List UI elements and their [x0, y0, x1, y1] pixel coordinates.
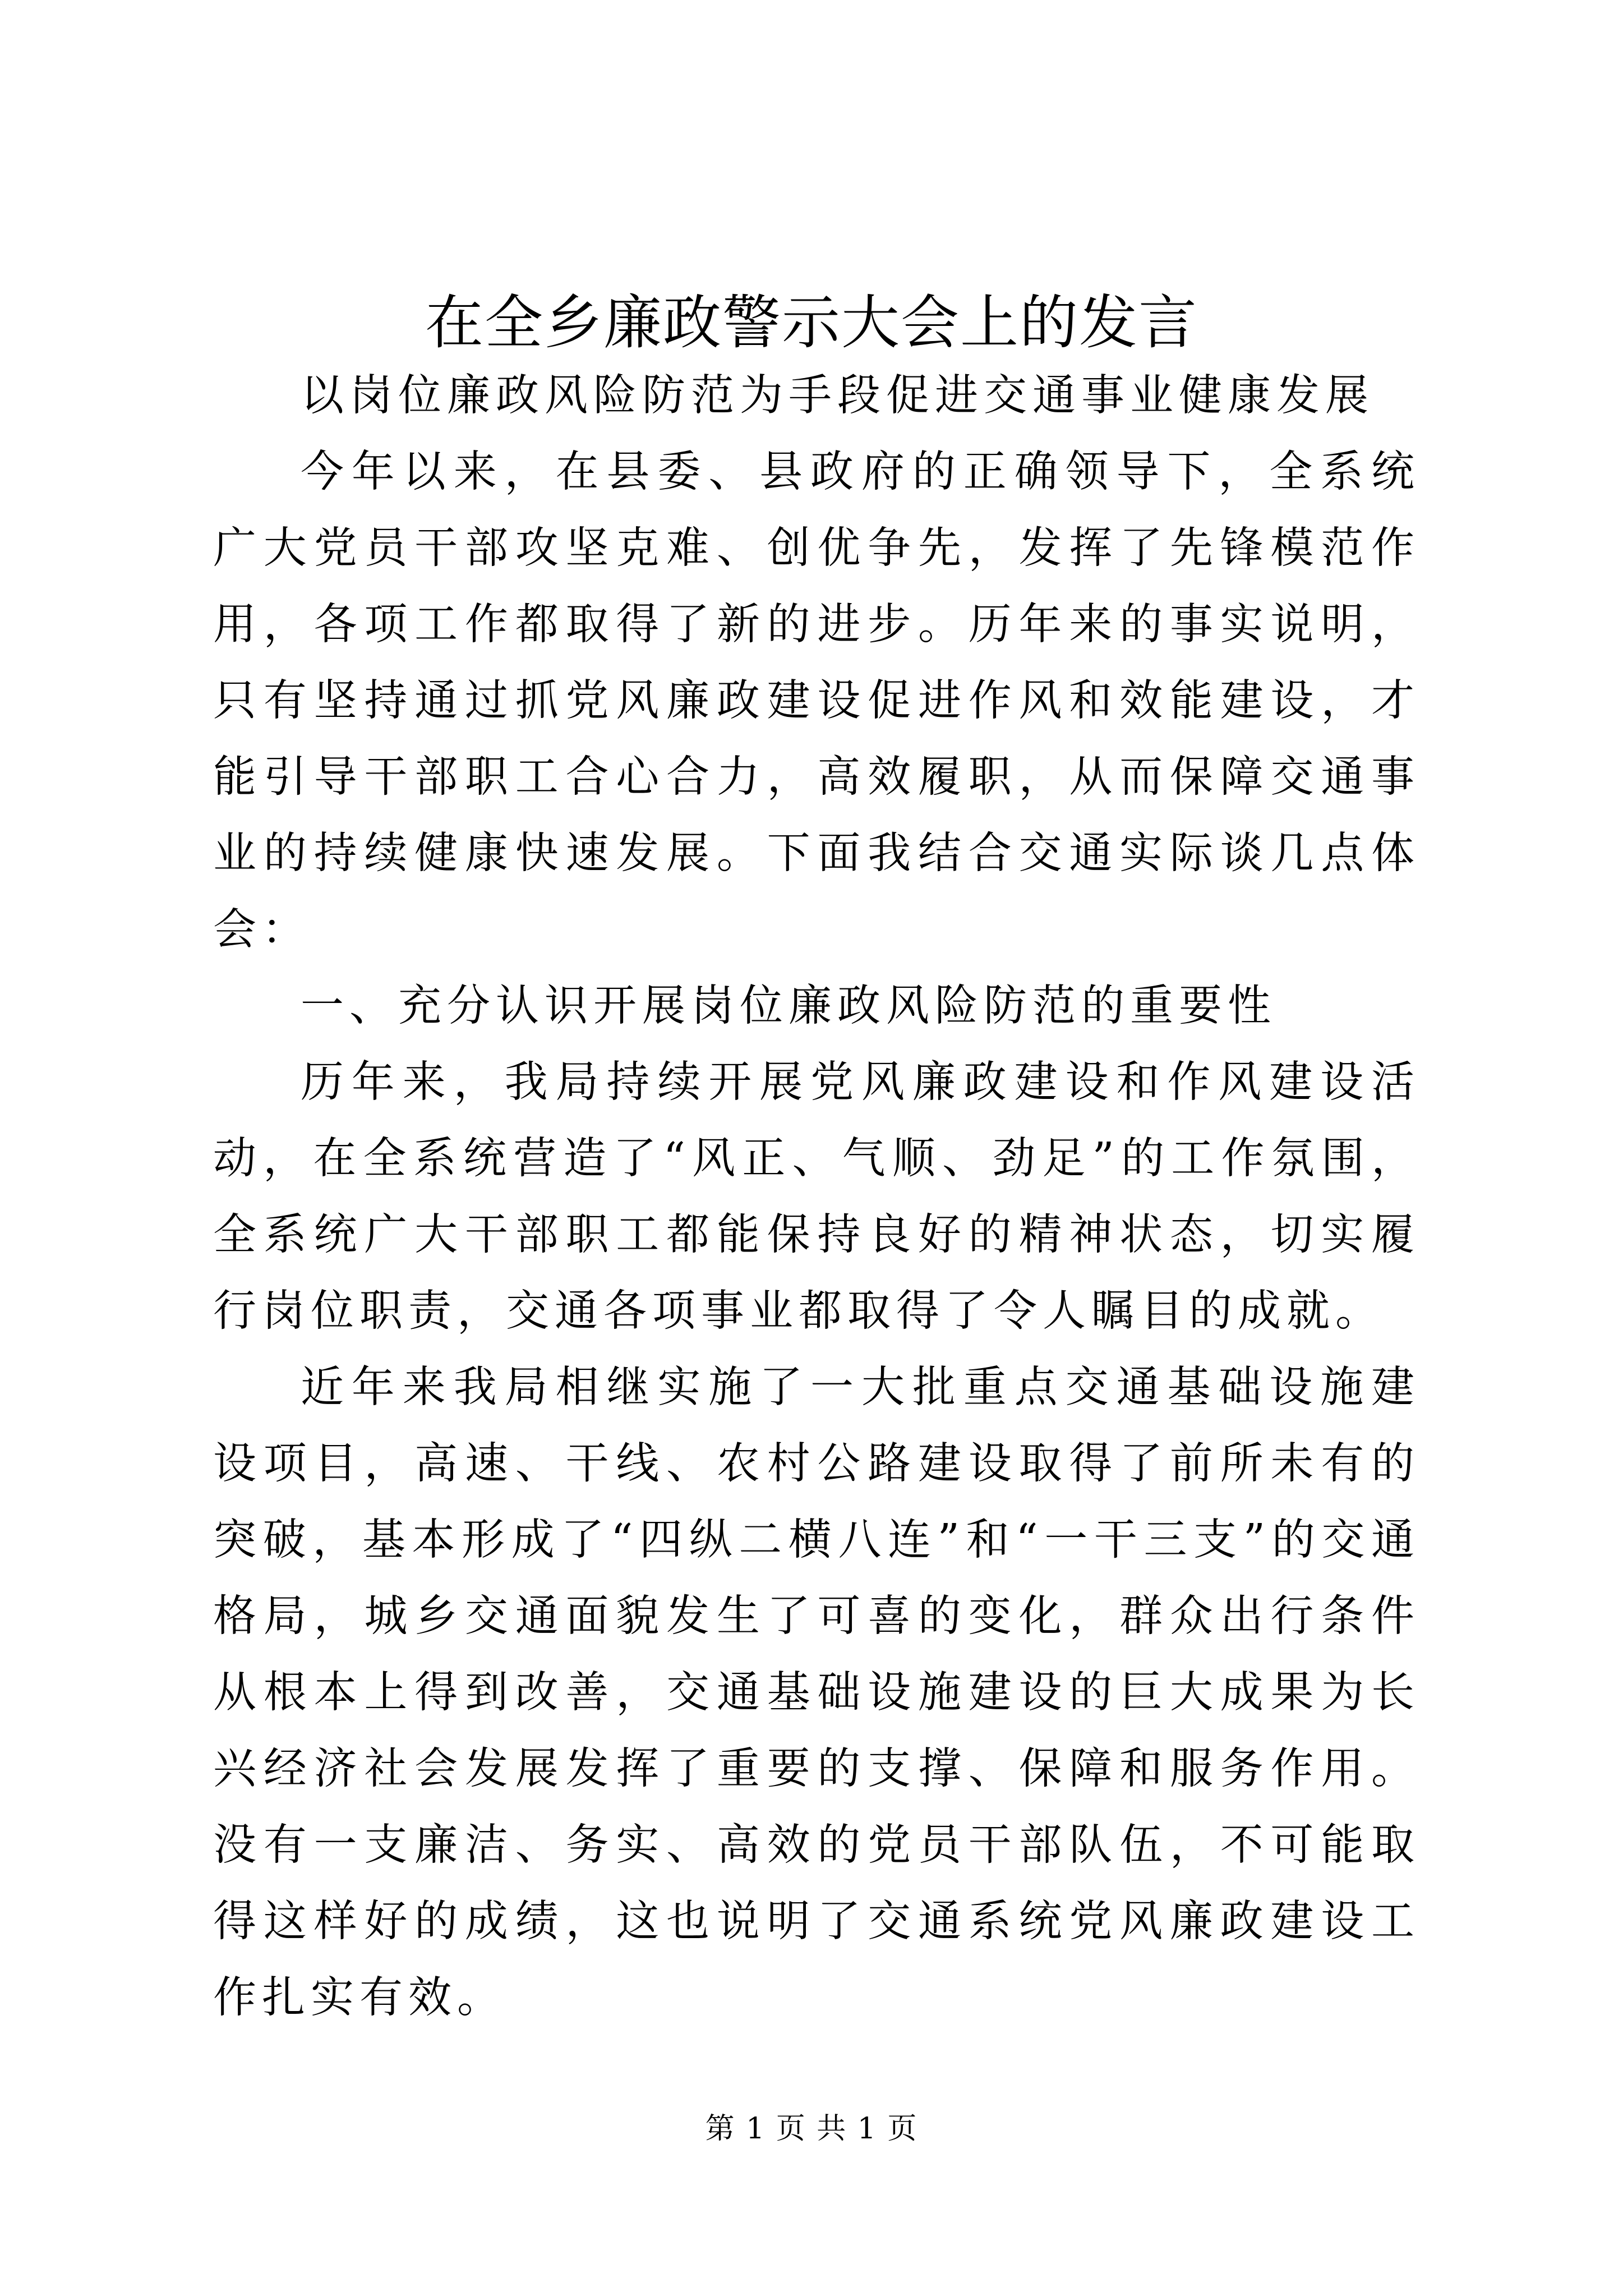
document-title: 在全乡廉政警示大会上的发言 — [425, 288, 1198, 357]
intro-paragraph: 今年以来，在县委、县政府的正确领导下，全系统广大党员干部攻坚克难、创优争先，发挥了先锋模范作用，各项工作都取得了新的进步。历年来的事实说明，只有坚持通过抓党风廉政建设促进作风和效能建设，才能引导干部职工合心合力，高效履职，从而保障交通事业的持续健康快速发展。下面我结合交通实际谈几点体会： — [213, 447, 1420, 955]
document-body — [213, 358, 1420, 2036]
body-paragraph: 近年来我局相继实施了一大批重点交通基础设施建设项目，高速、干线、农村公路建设取得了前所未有的突破，基本形成了“四纵二横八连”和“一干三支”的交通格局，城乡交通面貌发生了可喜的变化，群众出行条件从根本上得到改善，交通基础设施建设的巨大成果为长兴经济社会发展发挥了重要的支撑、保障和服务作用。没有一支廉洁、务实、高效的党员干部队伍，不可能取得这样好的成绩，这也说明了交通系统党风廉政建设工作扎实有效。 — [213, 1363, 1420, 2023]
subtitle-paragraph: 以岗位廉政风险防范为手段促进交通事业健康发展 — [301, 371, 1374, 421]
page-footer: 第 1 页 共 1 页 — [705, 2112, 918, 2146]
section-heading: 一、充分认识开展岗位廉政风险防范的重要性 — [301, 981, 1276, 1031]
body-paragraph: 历年来，我局持续开展党风廉政建设和作风建设活动，在全系统营造了“风正、气顺、劲足”的工作氛围，全系统广大干部职工都能保持良好的精神状态，切实履行岗位职责，交通各项事业都取得了令人瞩目的成就。 — [213, 1057, 1420, 1336]
